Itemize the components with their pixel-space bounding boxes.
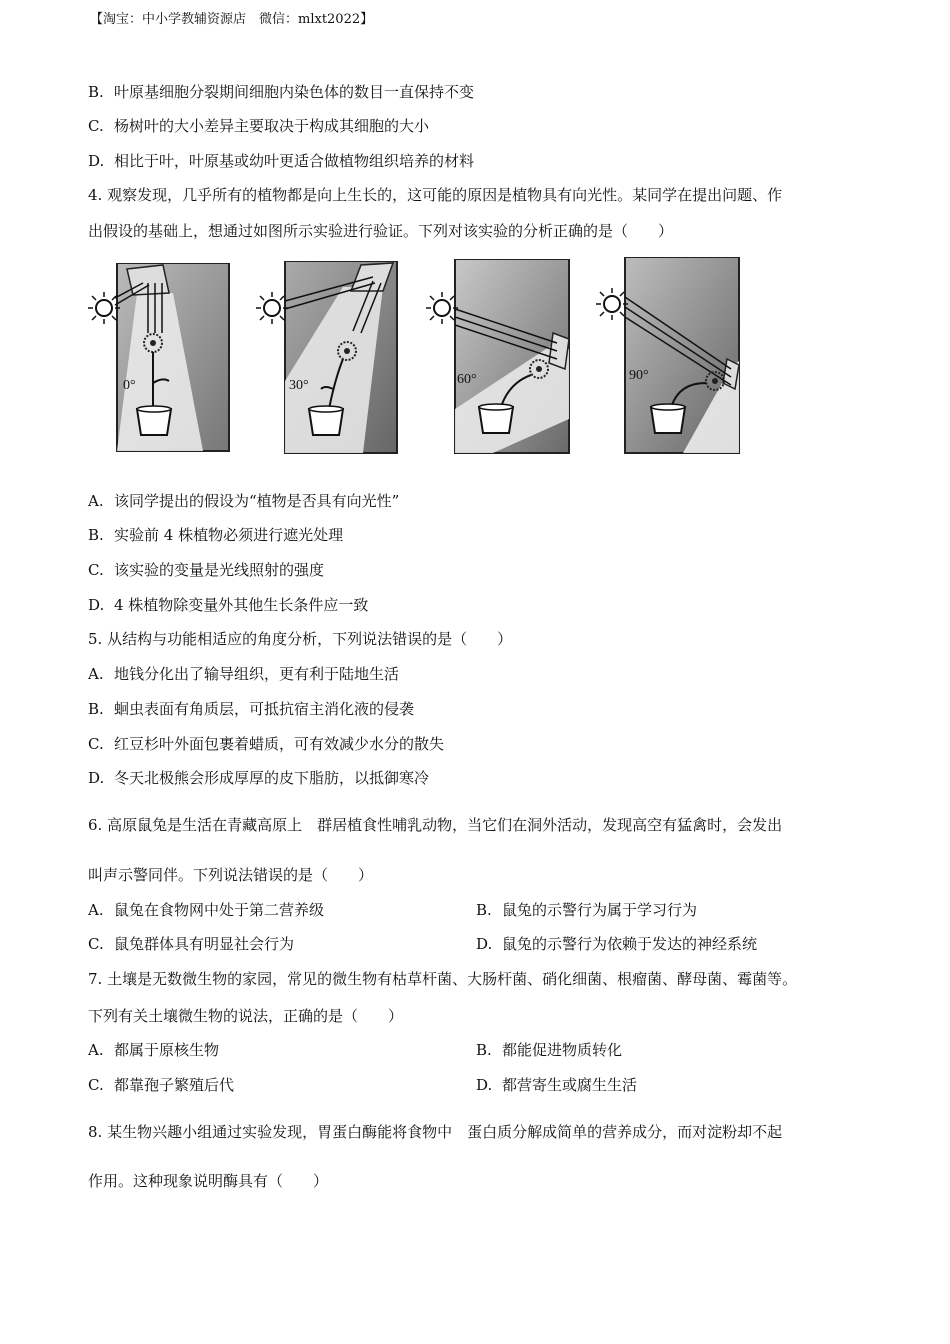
option-letter: B. xyxy=(476,1041,492,1059)
q4-option-a xyxy=(88,491,399,511)
sun-icon xyxy=(595,287,629,321)
option-text: 鼠兔的示警行为属于学习行为 xyxy=(502,901,698,919)
option-letter: A. xyxy=(88,665,104,683)
experiment-panel-60 xyxy=(453,259,573,455)
experiment-panel-0 xyxy=(113,263,233,455)
option-text: 鼠兔的示警行为依赖于发达的神经系统 xyxy=(502,935,758,953)
q5-option-b xyxy=(88,699,414,719)
option-letter: C. xyxy=(88,1076,104,1094)
q4-option-c xyxy=(88,560,324,580)
option-letter: C. xyxy=(88,561,104,579)
sun-icon xyxy=(425,291,459,325)
q5-option-c xyxy=(88,734,444,754)
experiment-panel-90 xyxy=(623,257,743,455)
option-letter: D. xyxy=(476,935,493,953)
q4-stem-line1: 4. 观察发现，几乎所有的植物都是向上生长的，这可能的原因是植物具有向光性。某同学在提出问题、作 xyxy=(88,186,783,204)
option-text: 冬天北极熊会形成厚厚的皮下脂肪，以抵御寒冷 xyxy=(114,769,430,787)
option-text: 蛔虫表面有角质层，可抵抗宿主消化液的侵袭 xyxy=(114,700,415,718)
q3-option-c xyxy=(88,116,429,136)
option-text: 鼠兔群体具有明显社会行为 xyxy=(114,935,295,953)
option-text: 叶原基细胞分裂期间细胞内染色体的数目一直保持不变 xyxy=(114,83,475,101)
option-text: 实验前 4 株植物必须进行遮光处理 xyxy=(114,526,344,544)
option-letter: C. xyxy=(88,935,104,953)
q6-stem-line1: 6. 高原鼠兔是生活在青藏高原上 群居植食性哺乳动物，当它们在洞外活动，发现高空有猛禽时，会发出 xyxy=(88,816,783,834)
option-text: 都营寄生或腐生生活 xyxy=(502,1076,638,1094)
angle-label-30: 30° xyxy=(289,378,309,393)
q7-option-a xyxy=(88,1040,219,1060)
q5-option-d xyxy=(88,768,429,788)
option-letter: C. xyxy=(88,735,104,753)
option-letter: D. xyxy=(88,152,105,170)
q7-stem-line2: 下列有关土壤微生物的说法，正确的是（ ） xyxy=(88,1007,404,1025)
q7-option-b xyxy=(476,1040,622,1060)
option-letter: A. xyxy=(88,1041,104,1059)
option-letter: B. xyxy=(88,83,104,101)
q7-option-c xyxy=(88,1075,234,1095)
q8-stem-line1: 8. 某生物兴趣小组通过实验发现，胃蛋白酶能将食物中 蛋白质分解成简单的营养成分，而对淀粉却不起 xyxy=(88,1123,783,1141)
q6-option-c xyxy=(88,934,294,954)
q4-stem-line2: 出假设的基础上，想通过如图所示实验进行验证。下列对该实验的分析正确的是（ ） xyxy=(88,222,674,240)
phototropism-experiment-figure xyxy=(113,255,743,455)
q7-stem-line1: 7. 土壤是无数微生物的家园，常见的微生物有枯草杆菌、大肠杆菌、硝化细菌、根瘤菌、酵母菌、霉菌等。 xyxy=(88,970,798,988)
q7-option-d xyxy=(476,1075,637,1095)
angle-label-60: 60° xyxy=(457,372,477,387)
q3-option-d xyxy=(88,151,474,171)
option-text: 杨树叶的大小差异主要取决于构成其细胞的大小 xyxy=(114,117,430,135)
option-letter: A. xyxy=(88,492,104,510)
option-text: 鼠兔在食物网中处于第二营养级 xyxy=(114,901,325,919)
q6-option-d xyxy=(476,934,757,954)
option-text: 都属于原核生物 xyxy=(114,1041,220,1059)
experiment-panel-30 xyxy=(283,261,403,455)
option-letter: D. xyxy=(88,769,105,787)
option-letter: D. xyxy=(476,1076,493,1094)
q4-option-d xyxy=(88,595,368,615)
option-text: 都靠孢子繁殖后代 xyxy=(114,1076,235,1094)
option-letter: D. xyxy=(88,596,105,614)
q3-option-b xyxy=(88,82,474,102)
option-text: 该同学提出的假设为“植物是否具有向光性” xyxy=(114,492,400,510)
q6-stem-line2: 叫声示警同伴。下列说法错误的是（ ） xyxy=(88,866,374,884)
option-letter: B. xyxy=(476,901,492,919)
q6-option-a xyxy=(88,900,324,920)
option-letter: A. xyxy=(88,901,104,919)
sun-icon xyxy=(255,291,289,325)
q5-option-a xyxy=(88,664,399,684)
option-text: 4 株植物除变量外其他生长条件应一致 xyxy=(114,596,369,614)
angle-label-0: 0° xyxy=(123,378,136,393)
option-text: 都能促进物质转化 xyxy=(502,1041,623,1059)
option-text: 地钱分化出了输导组织，更有利于陆地生活 xyxy=(114,665,400,683)
option-letter: B. xyxy=(88,700,104,718)
option-letter: B. xyxy=(88,526,104,544)
option-text: 相比于叶，叶原基或幼叶更适合做植物组织培养的材料 xyxy=(114,152,475,170)
option-text: 该实验的变量是光线照射的强度 xyxy=(114,561,325,579)
q8-stem-line2: 作用。这种现象说明酶具有（ ） xyxy=(88,1172,329,1190)
option-letter: C. xyxy=(88,117,104,135)
sun-icon xyxy=(87,291,121,325)
q6-option-b xyxy=(476,900,697,920)
angle-label-90: 90° xyxy=(629,368,649,383)
q5-stem: 5. 从结构与功能相适应的角度分析，下列说法错误的是（ ） xyxy=(88,630,513,648)
option-text: 红豆杉叶外面包裹着蜡质，可有效减少水分的散失 xyxy=(114,735,445,753)
page-header: 【淘宝：中小学教辅资源店 微信：mlxt2022】 xyxy=(90,12,374,27)
q4-option-b xyxy=(88,525,343,545)
